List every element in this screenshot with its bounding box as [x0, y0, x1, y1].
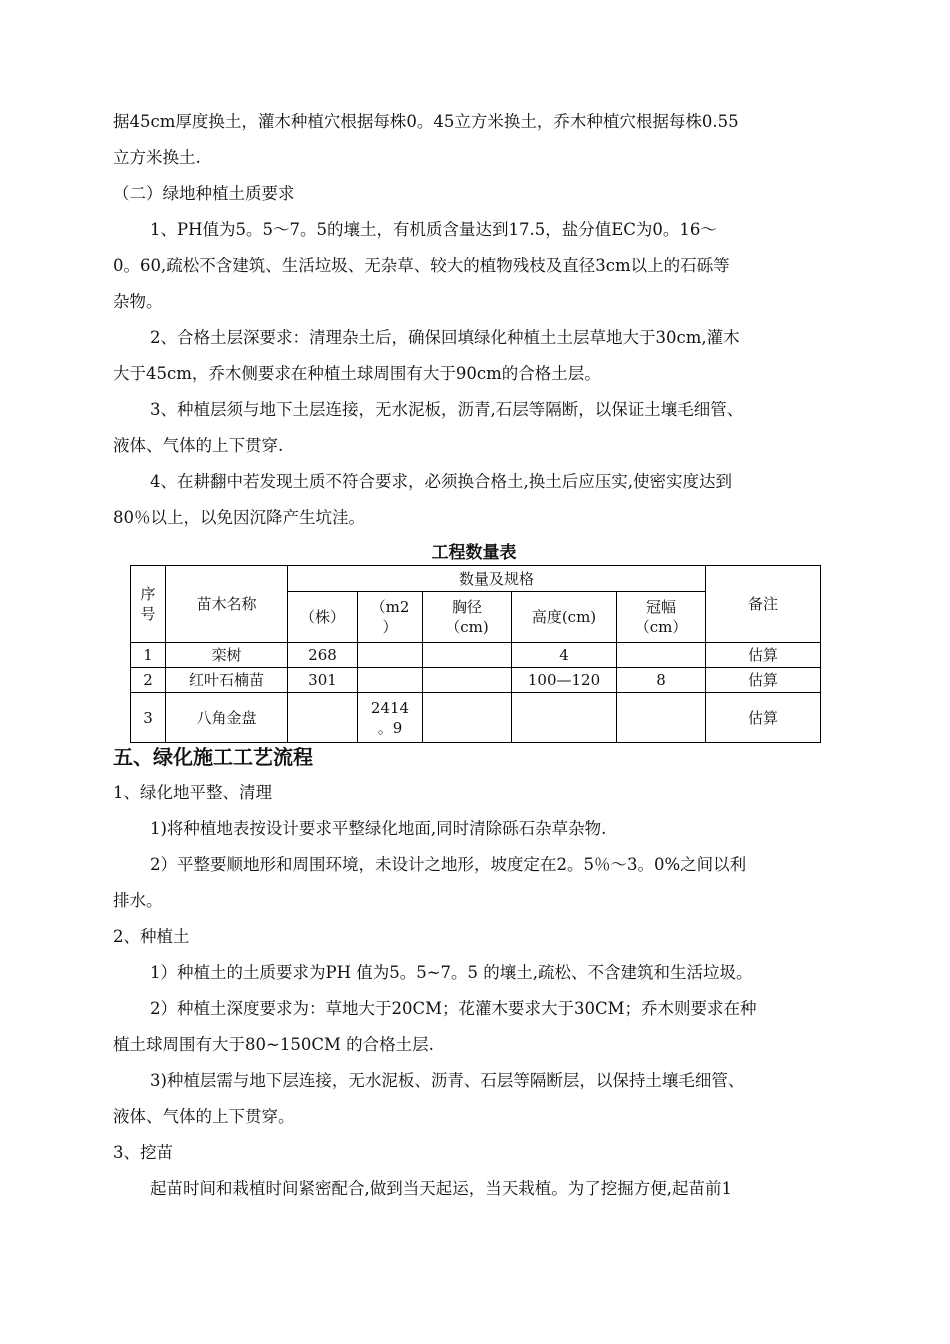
paragraph-line: 0。60,疏松不含建筑、生活垃圾、无杂草、较大的植物残枝及直径3cm以上的石砾等 — [113, 256, 730, 275]
header-crown: 冠幅 （cm） — [617, 592, 706, 643]
header-dbh: 胸径 （cm) — [423, 592, 512, 643]
table-row — [131, 668, 821, 693]
table-row — [131, 693, 821, 743]
paragraph-line: 1）种植土的土质要求为PH 值为5。5~7。5 的壤土,疏松、不含建筑和生活垃圾。 — [150, 963, 753, 982]
paragraph-line: 3、种植层须与地下土层连接，无水泥板，沥青,石层等隔断，以保证土壤毛细管、 — [150, 400, 744, 419]
section-heading-5: 五、绿化施工工艺流程 — [113, 745, 313, 769]
cell-count: 268 — [288, 643, 358, 668]
cell-height — [512, 693, 617, 743]
header-note: 备注 — [706, 566, 821, 643]
header-height: 高度(cm) — [512, 592, 617, 643]
cell-note: 估算 — [706, 668, 821, 693]
cell-note: 估算 — [706, 693, 821, 743]
cell-dbh — [423, 643, 512, 668]
cell-name: 红叶石楠苗 — [166, 668, 288, 693]
table-title: 工程数量表 — [431, 543, 517, 563]
subsection-heading: 1、绿化地平整、清理 — [113, 783, 272, 802]
cell-dbh — [423, 668, 512, 693]
quantity-table — [130, 565, 821, 743]
paragraph-line: 3)种植层需与地下层连接，无水泥板、沥青、石层等隔断层，以保持土壤毛细管、 — [150, 1071, 745, 1090]
cell-crown — [617, 643, 706, 668]
header-count: （株） — [288, 592, 358, 643]
paragraph-line: 1)将种植地表按设计要求平整绿化地面,同时清除砾石杂草杂物. — [150, 819, 607, 838]
paragraph-line: 液体、气体的上下贯穿。 — [113, 1107, 295, 1126]
paragraph-line: 1、PH值为5。5～7。5的壤土，有机质含量达到17.5，盐分值EC为0。16～ — [150, 220, 717, 239]
cell-crown: 8 — [617, 668, 706, 693]
paragraph-line: 2、合格土层深要求：清理杂土后，确保回填绿化种植土土层草地大于30cm,灌木 — [150, 328, 740, 347]
cell-seq: 1 — [131, 643, 166, 668]
cell-name: 八角金盘 — [166, 693, 288, 743]
cell-note: 估算 — [706, 643, 821, 668]
paragraph-line: 排水。 — [113, 891, 163, 910]
paragraph-line: 2）种植土深度要求为：草地大于20CM；花灌木要求大于30CM；乔木则要求在种 — [150, 999, 757, 1018]
paragraph-line: 杂物。 — [113, 292, 163, 311]
header-seq: 序 号 — [131, 566, 166, 643]
cell-name: 栾树 — [166, 643, 288, 668]
cell-count: 301 — [288, 668, 358, 693]
cell-height: 4 — [512, 643, 617, 668]
paragraph-line: 起苗时间和栽植时间紧密配合,做到当天起运，当天栽植。为了挖掘方便,起苗前1 — [150, 1179, 732, 1198]
paragraph-line: 80％以上，以免因沉降产生坑洼。 — [113, 508, 365, 527]
paragraph-line: 据45cm厚度换土，灌木种植穴根据每株0。45立方米换土，乔木种植穴根据每株0.55 — [113, 112, 739, 131]
subsection-heading: 2、种植土 — [113, 927, 190, 946]
cell-seq: 3 — [131, 693, 166, 743]
paragraph-line: 立方米换土. — [113, 148, 201, 167]
cell-seq: 2 — [131, 668, 166, 693]
cell-height: 100—120 — [512, 668, 617, 693]
paragraph-line: 液体、气体的上下贯穿. — [113, 436, 284, 455]
header-name: 苗木名称 — [166, 566, 288, 643]
cell-area — [358, 668, 423, 693]
paragraph-line: 大于45cm，乔木侧要求在种植土球周围有大于90cm的合格土层。 — [113, 364, 601, 383]
cell-crown — [617, 693, 706, 743]
table-row — [131, 643, 821, 668]
header-group: 数量及规格 — [288, 566, 706, 592]
cell-area: 2414 。9 — [358, 693, 423, 743]
paragraph-line: 植土球周围有大于80~150CM 的合格土层. — [113, 1035, 434, 1054]
cell-dbh — [423, 693, 512, 743]
section-heading-2: （二）绿地种植土质要求 — [113, 184, 295, 203]
subsection-heading: 3、挖苗 — [113, 1143, 173, 1162]
paragraph-line: 4、在耕翻中若发现土质不符合要求，必须换合格土,换土后应压实,使密实度达到 — [150, 472, 732, 491]
paragraph-line: 2）平整要顺地形和周围环境，未设计之地形，坡度定在2。5％～3。0%之间以利 — [150, 855, 747, 874]
cell-count — [288, 693, 358, 743]
cell-area — [358, 643, 423, 668]
header-area: （m2 ） — [358, 592, 423, 643]
